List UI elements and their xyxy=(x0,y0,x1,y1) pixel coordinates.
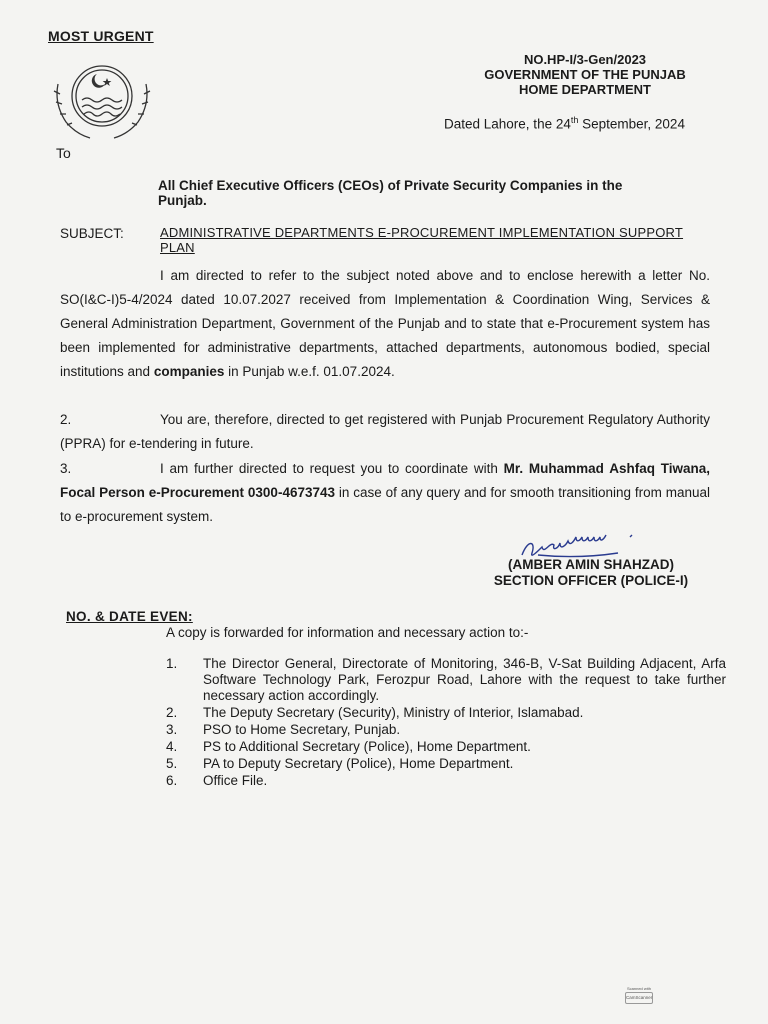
copy-intro: A copy is forwarded for information and necessary action to:- xyxy=(166,625,529,640)
paragraph-2: 2. You are, therefore, directed to get registered with Punjab Procurement Regulatory Authority (PPRA) for e-tendering in future. xyxy=(60,408,710,456)
camscanner-watermark: Scanned with CamScanner xyxy=(624,986,654,1012)
letter-date: Dated Lahore, the 24th September, 2024 xyxy=(444,115,685,132)
signatory-title: SECTION OFFICER (POLICE-I) xyxy=(493,573,689,588)
subject-label: SUBJECT: xyxy=(60,226,124,241)
paragraph-number: 2. xyxy=(60,412,72,427)
addressee: All Chief Executive Officers (CEOs) of Private Security Companies in the Punjab. xyxy=(158,178,623,208)
paragraph-3: 3. I am further directed to request you to coordinate with Mr. Muhammad Ashfaq Tiwana, Focal Person e-Procurement 0300-4673743 in case of any query and for smooth transitioning from manual to e-procurement system. xyxy=(60,457,710,529)
urgency-label: MOST URGENT xyxy=(48,28,154,44)
paragraph-1: I am directed to refer to the subject noted above and to enclose herewith a letter No. SO(I&C-I)5-4/2024 dated 10.07.2027 received from Implementation & Coordination Wing, Services & General Administration Department, Government of the Punjab and to state that e-Procurement system has been implemented for administrative departments, attached departments, autonomous bodied, special institutions and companies in Punjab w.e.f. 01.07.2024. xyxy=(60,268,710,379)
list-item: 3. PSO to Home Secretary, Punjab. xyxy=(166,722,401,737)
punjab-government-seal xyxy=(50,54,154,142)
government-name: GOVERNMENT OF THE PUNJAB xyxy=(484,67,686,82)
subject-text: ADMINISTRATIVE DEPARTMENTS E-PROCUREMENT IMPLEMENTATION SUPPORT PLAN xyxy=(160,225,684,255)
copy-heading: NO. & DATE EVEN: xyxy=(66,609,193,624)
signatory-name: (AMBER AMIN SHAHZAD) xyxy=(508,557,674,572)
list-item: 1. The Director General, Directorate of Monitoring, 346-B, V-Sat Building Adjacent, Arfa Software Technology Park, Ferozpur Road, Lahore with the request to take further necessary action accordingly. xyxy=(166,656,726,703)
distribution-list xyxy=(166,656,726,790)
list-item: 5. PA to Deputy Secretary (Police), Home Department. xyxy=(166,756,514,771)
letter-number: NO.HP-I/3-Gen/2023 xyxy=(523,52,647,67)
list-item: 4. PS to Additional Secretary (Police), Home Department. xyxy=(166,739,531,754)
list-item: 2. The Deputy Secretary (Security), Ministry of Interior, Islamabad. xyxy=(166,705,584,720)
to-label: To xyxy=(56,145,71,161)
paragraph-number: 3. xyxy=(60,461,72,476)
list-item: 6. Office File. xyxy=(166,773,268,788)
department-name: HOME DEPARTMENT xyxy=(519,82,651,97)
